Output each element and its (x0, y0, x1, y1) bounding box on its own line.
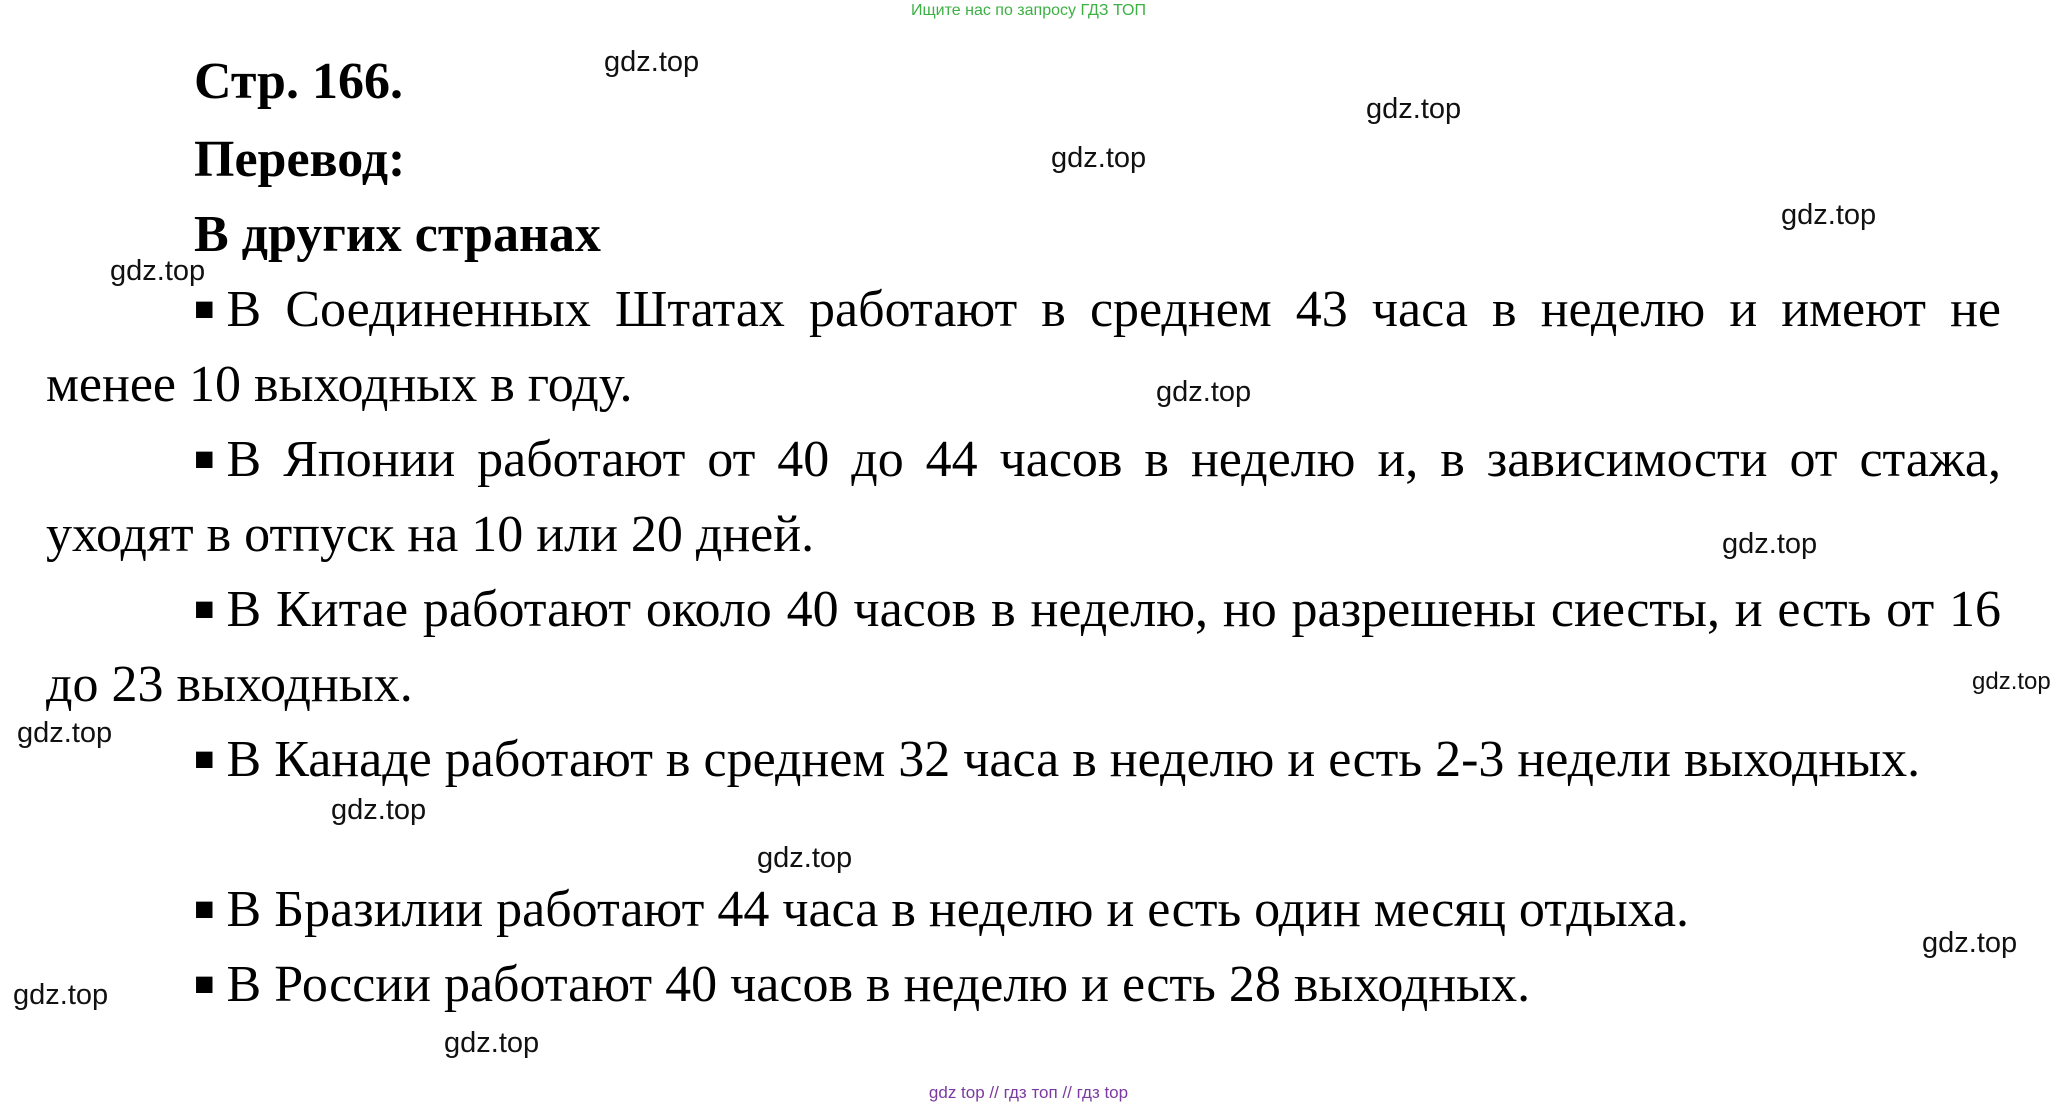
page-number-heading: Стр. 166. (194, 53, 403, 110)
footer-note: gdz top // гдз топ // гдз top (928, 1083, 1129, 1102)
paragraph-canada (46, 722, 2001, 797)
watermark: gdz.top (757, 842, 853, 874)
bullet-icon: ■ (194, 441, 215, 478)
paragraph-russia (46, 947, 2001, 1022)
paragraph-usa (46, 272, 2001, 422)
bullet-icon: ■ (194, 966, 215, 1003)
watermark: gdz.top (1156, 376, 1252, 408)
watermark: gdz.top (1722, 528, 1818, 560)
watermark: gdz.top (13, 979, 109, 1011)
watermark: gdz.top (1781, 199, 1877, 231)
watermark: gdz.top (604, 46, 700, 78)
top-search-note: Ищите нас по запросу ГДЗ ТОП (911, 2, 1146, 19)
watermark: gdz.top (110, 255, 206, 287)
paragraph-text: В России работают 40 часов в неделю и есть 28 выходных. (226, 956, 1531, 1013)
paragraph-japan (46, 422, 2001, 572)
bullet-icon: ■ (194, 741, 215, 778)
section-title: В других странах (194, 206, 601, 263)
watermark: gdz.top (1972, 668, 2051, 695)
watermark: gdz.top (17, 717, 113, 749)
bullet-icon: ■ (194, 591, 215, 628)
watermark: gdz.top (331, 794, 427, 826)
paragraph-text: В Китае работают около 40 часов в неделю, но разрешены сиесты, и есть от 16 до 23 выходных. (46, 581, 2001, 713)
watermark: gdz.top (1051, 142, 1147, 174)
paragraph-brazil (46, 872, 2001, 947)
watermark: gdz.top (1922, 927, 2018, 959)
bullet-icon: ■ (194, 291, 215, 328)
bullet-icon: ■ (194, 891, 215, 928)
paragraph-text: В Соединенных Штатах работают в среднем 43 часа в неделю и имеют не менее 10 выходных в году. (46, 281, 2001, 413)
translation-heading: Перевод: (194, 131, 406, 188)
paragraph-china (46, 572, 2001, 722)
paragraph-text: В Канаде работают в среднем 32 часа в неделю и есть 2-3 недели выходных. (226, 731, 1921, 788)
paragraph-text: В Бразилии работают 44 часа в неделю и есть один месяц отдыха. (226, 881, 1690, 938)
watermark: gdz.top (444, 1027, 540, 1059)
paragraph-text: В Японии работают от 40 до 44 часов в неделю и, в зависимости от стажа, уходят в отпуск на 10 или 20 дней. (46, 431, 2001, 563)
watermark: gdz.top (1366, 93, 1462, 125)
